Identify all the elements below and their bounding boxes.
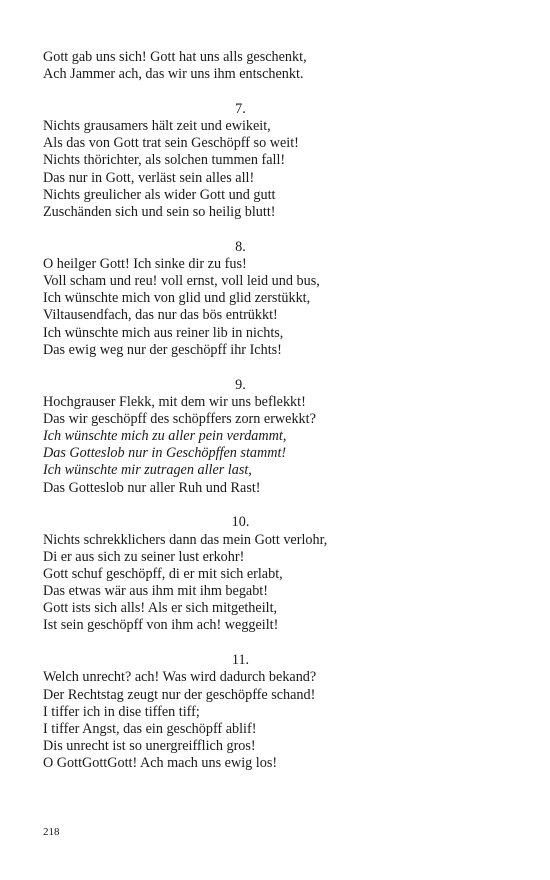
stanza <box>43 239 483 359</box>
verse-line: Viltausendfach, das nur das bös entrükkt! <box>43 307 278 324</box>
verse-line: I tiffer Angst, das ein geschöpff ablif! <box>43 720 257 737</box>
verse-line: Ich wünschte mich aus reiner lib in nichts, <box>43 324 284 341</box>
opening-lines <box>43 49 483 83</box>
verse-line: Das Gotteslob nur aller Ruh und Rast! <box>43 479 261 496</box>
verse-line: Nichts thörichter, als solchen tummen fall! <box>43 152 286 169</box>
verse-line: Der Rechtstag zeugt nur der geschöpffe schand! <box>43 686 316 703</box>
stanza <box>43 377 483 497</box>
verse-line: Das Gotteslob nur in Geschöpffen stammt! <box>43 445 287 462</box>
verse-line: Voll scham und reu! voll ernst, voll leid und bus, <box>43 273 320 290</box>
verse-line: Das ewig weg nur der geschöpff ihr Ichts! <box>43 341 282 358</box>
verse-line: Nichts greulicher als wider Gott und gutt <box>43 186 276 203</box>
verse-line: Nichts schrekklichers dann das mein Gott verlohr, <box>43 531 328 548</box>
stanza-number: 8. <box>235 238 246 255</box>
stanza <box>43 514 483 634</box>
stanza-list <box>43 101 483 773</box>
verse-line: Gott schuf geschöpff, di er mit sich erlabt, <box>43 565 283 582</box>
verse-line: Als das von Gott trat sein Geschöpff so weit! <box>43 135 299 152</box>
verse-line: Welch unrecht? ach! Was wird dadurch bekand? <box>43 669 317 686</box>
verse-line: O GottGottGott! Ach mach uns ewig los! <box>43 755 278 772</box>
verse-line: Gott ists sich alls! Als er sich mitgetheilt, <box>43 600 278 617</box>
stanza-number: 11. <box>231 652 250 669</box>
verse-line: O heilger Gott! Ich sinke dir zu fus! <box>43 255 247 272</box>
verse-line: Di er aus sich zu seiner lust erkohr! <box>43 548 245 565</box>
verse-line: Das nur in Gott, verläst sein alles all! <box>43 169 255 186</box>
verse-line: Ich wünschte mir zutragen aller last, <box>43 462 252 479</box>
verse-line: Nichts grausamers hält zeit und ewikeit, <box>43 118 271 135</box>
verse-line: Hochgrauser Flekk, mit dem wir uns beflekkt! <box>43 393 306 410</box>
stanza <box>43 652 483 772</box>
verse-line: Zuschänden sich und sein so heilig blutt! <box>43 204 276 220</box>
verse-line: Das wir geschöpff des schöpffers zorn erwekkt? <box>43 410 316 427</box>
stanza-number: 10. <box>231 514 250 531</box>
verse-line: Ich wünschte mich von glid und glid zerstükkt, <box>43 290 311 307</box>
verse-line: Dis unrecht ist so unergreifflich gros! <box>43 738 256 755</box>
page-number: 218 <box>43 826 60 838</box>
verse-line: I tiffer ich in dise tiffen tiff; <box>43 703 200 720</box>
verse-line: Gott gab uns sich! Gott hat uns alls geschenkt, <box>43 49 307 65</box>
verse-line: Ach Jammer ach, das wir uns ihm entschenkt. <box>43 66 304 83</box>
verse-line: Ich wünschte mich zu aller pein verdammt, <box>43 428 287 445</box>
stanza-number: 9. <box>235 376 246 393</box>
stanza-number: 7. <box>235 100 246 117</box>
verse-line: Das etwas wär aus ihm mit ihm begabt! <box>43 583 268 600</box>
verse-line: Ist sein geschöpff von ihm ach! weggeilt! <box>43 617 279 634</box>
stanza <box>43 101 483 221</box>
poem-text <box>43 49 483 772</box>
